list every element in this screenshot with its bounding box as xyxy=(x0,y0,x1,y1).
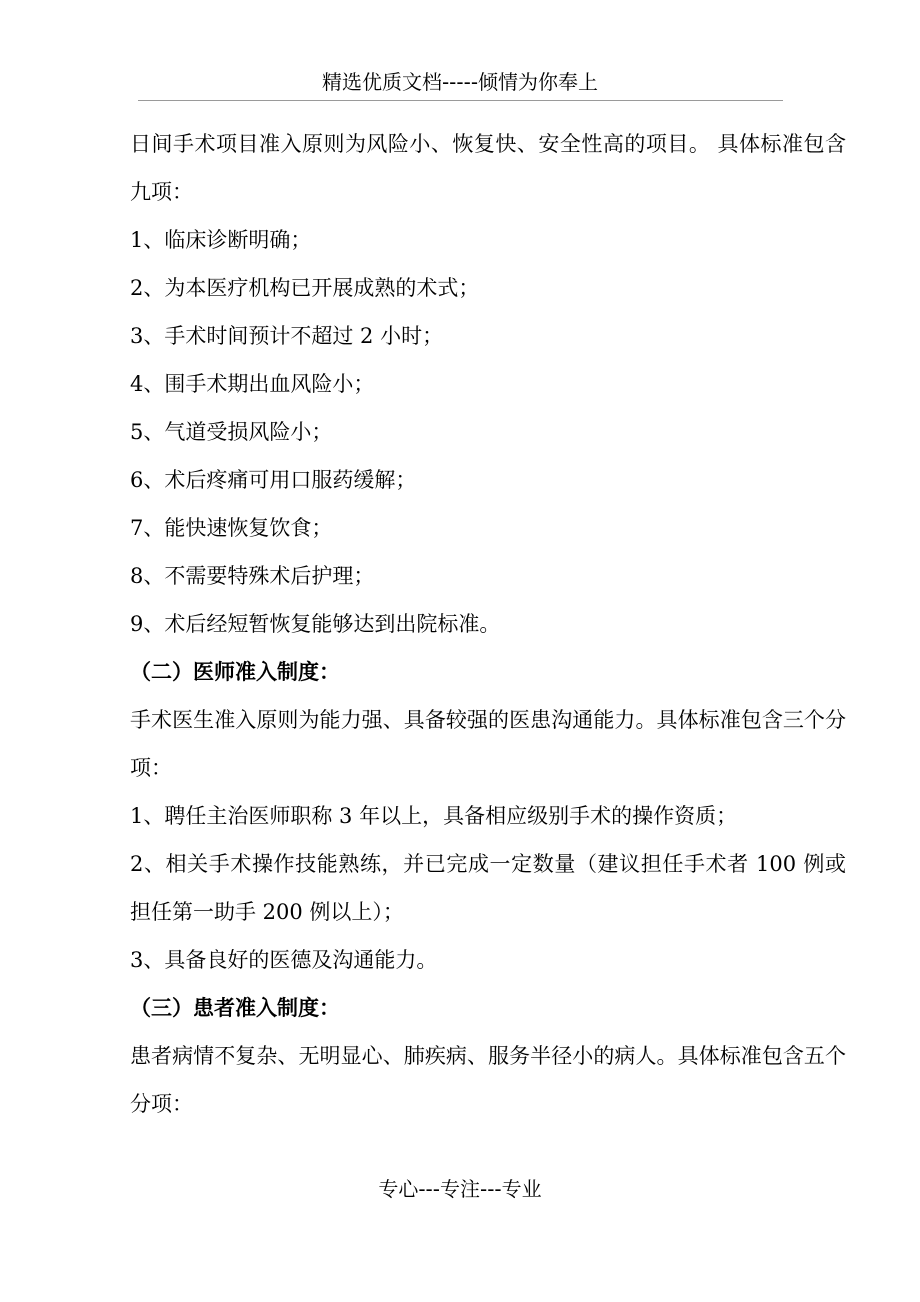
criteria-item-3: 3、手术时间预计不超过 2 小时； xyxy=(130,324,444,348)
intro-paragraph: 日间手术项目准入原则为风险小、恢复快、安全性高的项目。 具体标准包含九项： xyxy=(130,132,846,204)
criteria-item-8: 8、不需要特殊术后护理； xyxy=(130,564,375,588)
criteria-item-2: 2、为本医疗机构已开展成熟的术式； xyxy=(130,276,480,300)
patient-intro-paragraph: 患者病情不复杂、无明显心、肺疾病、服务半径小的病人。具体标准包含五个分项： xyxy=(130,1044,846,1116)
physician-item-1: 1、聘任主治医师职称 3 年以上，具备相应级别手术的操作资质； xyxy=(130,804,738,828)
section-heading-physician: （二）医师准入制度： xyxy=(130,659,340,684)
section-heading-patient: （三）患者准入制度： xyxy=(130,995,340,1020)
physician-item-3: 3、具备良好的医德及沟通能力。 xyxy=(130,948,438,972)
page-header: 精选优质文档-----倾情为你奉上 xyxy=(321,70,599,94)
document-body xyxy=(84,120,846,1128)
page-footer: 专心---专注---专业 xyxy=(378,1177,542,1201)
criteria-item-9: 9、术后经短暂恢复能够达到出院标准。 xyxy=(130,612,501,636)
criteria-item-1: 1、临床诊断明确； xyxy=(130,228,312,252)
criteria-item-5: 5、气道受损风险小； xyxy=(130,420,333,444)
physician-intro-paragraph: 手术医生准入原则为能力强、具备较强的医患沟通能力。具体标准包含三个分项： xyxy=(130,708,846,780)
criteria-item-7: 7、能快速恢复饮食； xyxy=(130,516,333,540)
header-divider xyxy=(138,100,783,101)
criteria-item-4: 4、围手术期出血风险小； xyxy=(130,372,375,396)
physician-item-2: 2、相关手术操作技能熟练，并已完成一定数量（建议担任手术者 100 例或担任第一助手 200 例以上）； xyxy=(130,852,846,924)
criteria-item-6: 6、术后疼痛可用口服药缓解； xyxy=(130,468,417,492)
